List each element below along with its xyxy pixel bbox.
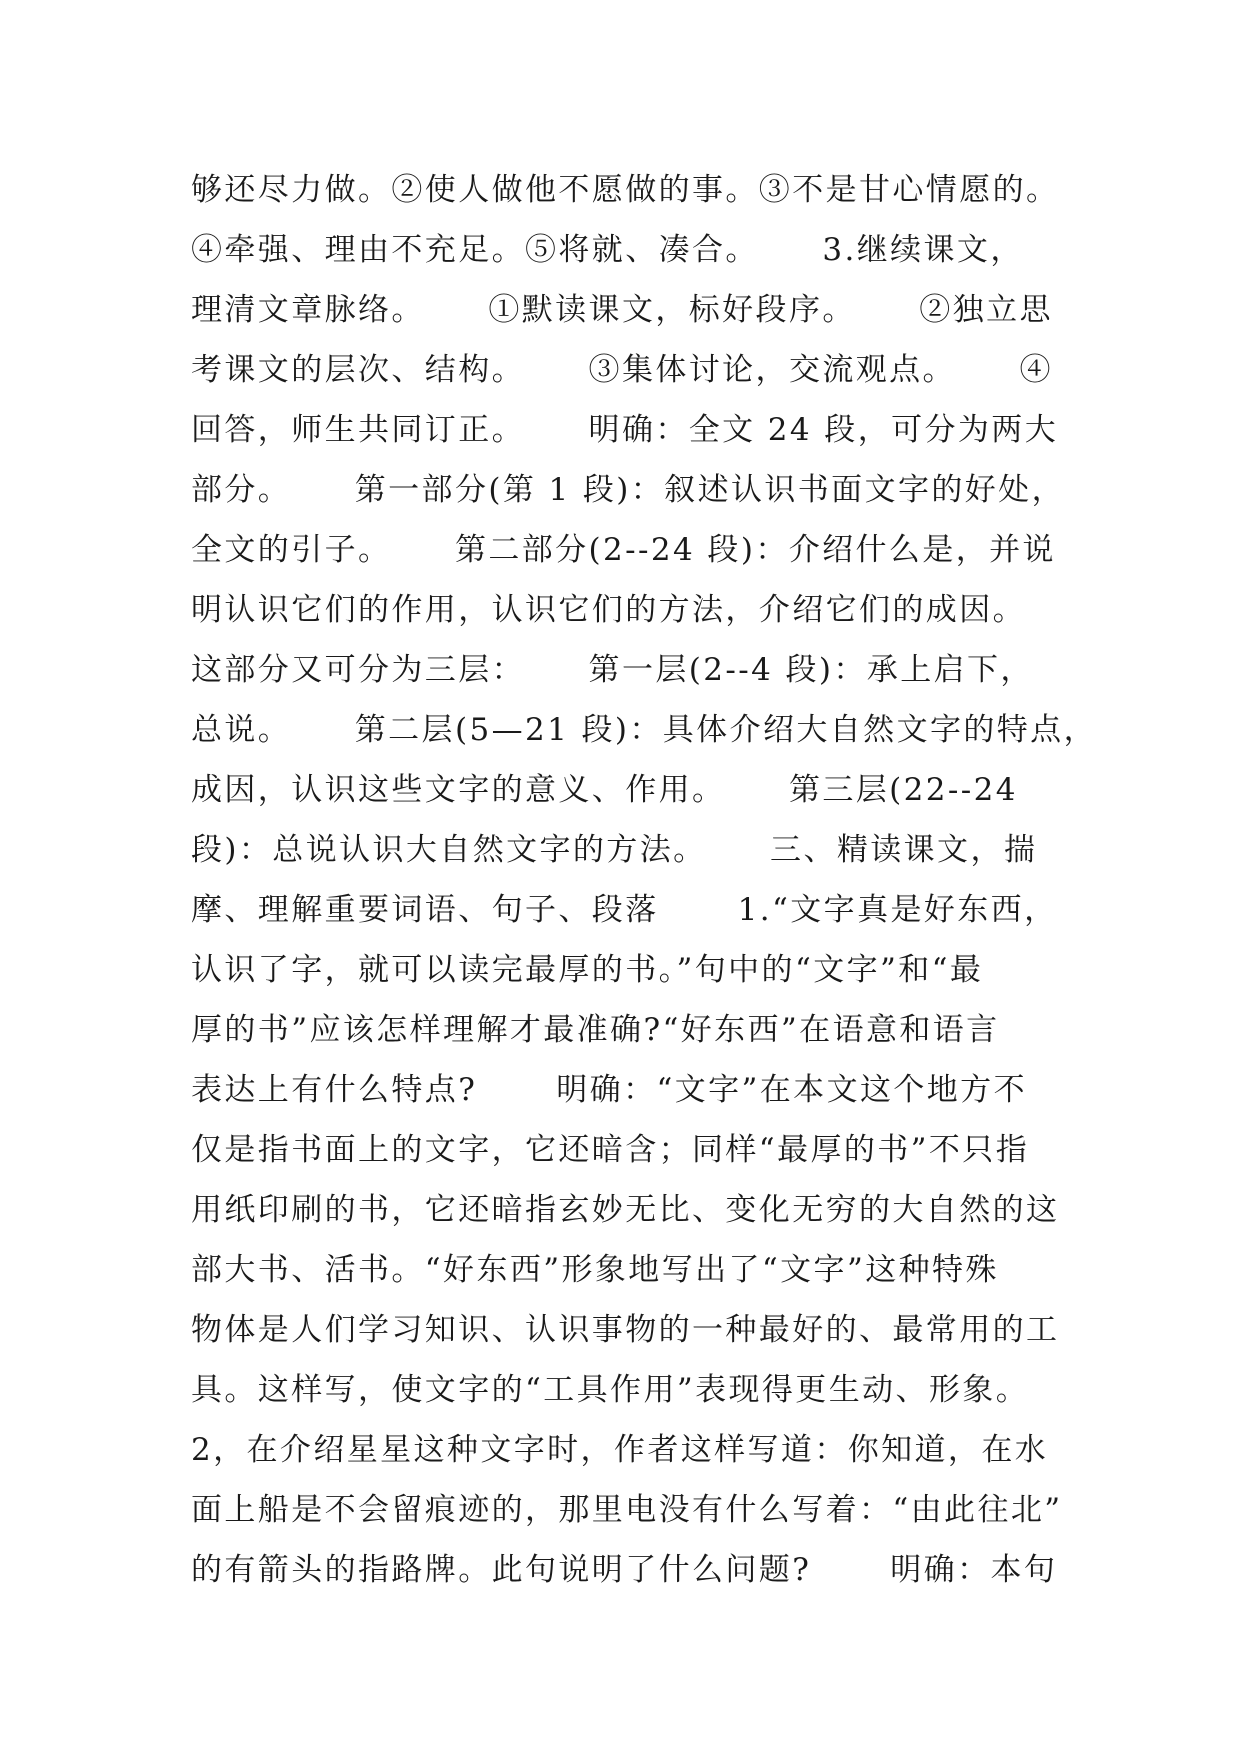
text-line: ④牵强、理由不充足。⑤将就、凑合。 3.继续课文，: [191, 232, 1024, 268]
text-line: 够还尽力做。②使人做他不愿做的事。③不是甘心情愿的。: [191, 172, 1060, 208]
body-text: [191, 160, 1097, 1600]
text-line: 段)：总说认识大自然文字的方法。 三、精读课文，揣: [191, 832, 1038, 868]
text-line: 明认识它们的作用，认识它们的方法，介绍它们的成因。: [191, 592, 1026, 628]
text-line: 这部分又可分为三层： 第一层(2--4 段)：承上启下，: [191, 652, 1034, 688]
text-line: 2，在介绍星星这种文字时，作者这样写道：你知道，在水: [191, 1432, 1049, 1468]
text-line: 厚的书”应该怎样理解才最准确?“好东西”在语意和语言: [191, 1012, 1000, 1048]
text-line: 回答，师生共同订正。 明确：全文 24 段，可分为两大: [191, 412, 1059, 448]
text-line: 成因，认识这些文字的意义、作用。 第三层(22--24: [191, 772, 1018, 808]
text-line: 摩、理解重要词语、句子、段落 1.“文字真是好东西，: [191, 892, 1058, 928]
text-line: 全文的引子。 第二部分(2--24 段)：介绍什么是，并说: [191, 532, 1056, 568]
text-line: 物体是人们学习知识、认识事物的一种最好的、最常用的工: [191, 1312, 1060, 1348]
text-line: 的有箭头的指路牌。此句说明了什么问题? 明确：本句: [191, 1552, 1058, 1588]
text-line: 具。这样写，使文字的“工具作用”表现得更生动、形象。: [191, 1372, 1030, 1408]
text-line: 部大书、活书。“好东西”形象地写出了“文字”这种特殊: [191, 1252, 999, 1288]
text-line: 用纸印刷的书，它还暗指玄妙无比、变化无穷的大自然的这: [191, 1192, 1060, 1228]
text-line: 理清文章脉络。 ①默读课文，标好段序。 ②独立思: [191, 292, 1053, 328]
text-line: 部分。 第一部分(第 1 段)：叙述认识书面文字的好处，: [191, 472, 1065, 508]
text-line: 面上船是不会留痕迹的，那里电没有什么写着：“由此往北”: [191, 1492, 1063, 1528]
text-line: 表达上有什么特点? 明确：“文字”在本文这个地方不: [191, 1072, 1027, 1108]
text-line: 总说。 第二层(5—21 段)：具体介绍大自然文字的特点，: [191, 712, 1097, 748]
text-line: 仅是指书面上的文字，它还暗含；同样“最厚的书”不只指: [191, 1132, 1030, 1168]
text-line: 认识了字，就可以读完最厚的书。”句中的“文字”和“最: [191, 952, 984, 988]
text-line: 考课文的层次、结构。 ③集体讨论，交流观点。 ④: [191, 352, 1053, 388]
